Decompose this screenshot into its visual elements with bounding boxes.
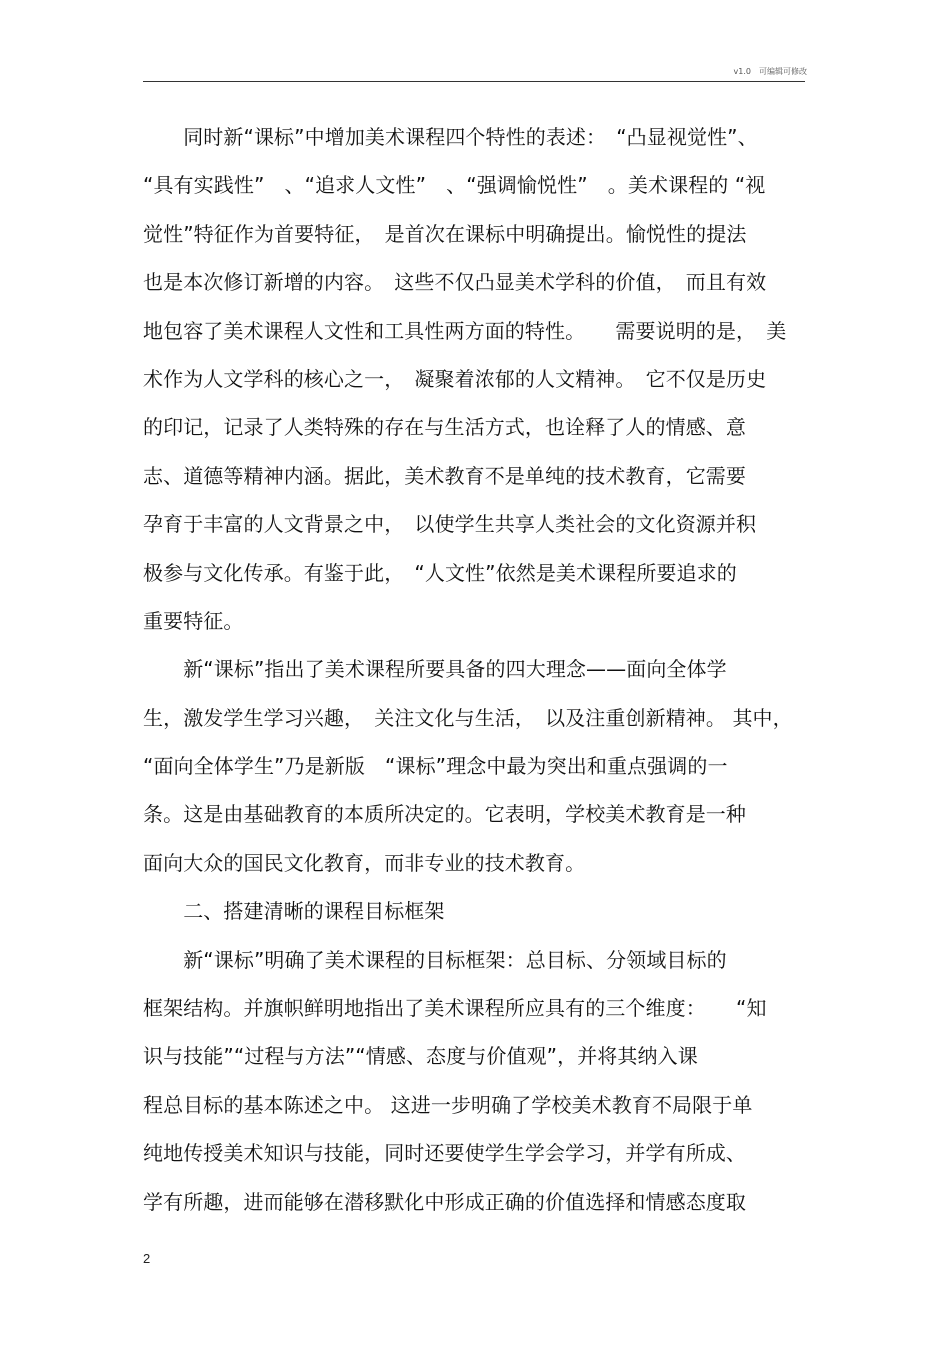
paragraph-line: 新“课标”指出了美术课程所要具备的四大理念——面向全体学	[143, 657, 727, 682]
paragraph-line: 框架结构。并旗帜鲜明地指出了美术课程所应具有的三个维度： “知	[143, 996, 767, 1021]
paragraph-line: 觉性”特征作为首要特征， 是首次在课标中明确提出。愉悦性的提法	[143, 221, 747, 246]
page-number: 2	[143, 1251, 151, 1266]
paragraph-line: 地包容了美术课程人文性和工具性两方面的特性。 需要说明的是， 美	[143, 318, 787, 343]
paragraph-line: 同时新“课标”中增加美术课程四个特性的表述： “凸显视觉性”、	[143, 125, 758, 149]
document-body	[143, 113, 823, 1226]
paragraph-line: 重要特征。	[143, 608, 244, 633]
paragraph-line: 极参与文化传承。有鉴于此， “人文性”依然是美术课程所要追求的	[143, 560, 737, 585]
paragraph-line: 孕育于丰富的人文背景之中， 以使学生共享人类社会的文化资源并积	[143, 512, 757, 537]
paragraph-line: “面向全体学生”乃是新版 “课标”理念中最为突出和重点强调的一	[143, 754, 728, 779]
header-version-label: v1.0 可编辑可修改	[733, 67, 807, 76]
paragraph-line: 志、道德等精神内涵。据此，美术教育不是单纯的技术教育，它需要	[143, 463, 746, 488]
paragraph-line: 程总目标的基本陈述之中。 这进一步明确了学校美术教育不局限于单	[143, 1092, 753, 1117]
paragraph-line: 面向大众的国民文化教育，而非专业的技术教育。	[143, 850, 586, 875]
paragraph-line: 的印记，记录了人类特殊的存在与生活方式，也诠释了人的情感、意	[143, 415, 746, 440]
section-heading: 二、搭建清晰的课程目标框架	[143, 899, 445, 924]
paragraph-line: “具有实践性” 、“追求人文性” 、“强调愉悦性” 。美术课程的 “视	[143, 173, 766, 198]
paragraph-line: 纯地传授美术知识与技能，同时还要使学生学会学习，并学有所成、	[143, 1141, 746, 1166]
header-divider	[143, 81, 805, 82]
paragraph-line: 学有所趣，进而能够在潜移默化中形成正确的价值选择和情感态度取	[143, 1189, 746, 1214]
paragraph-line: 新“课标”明确了美术课程的目标框架：总目标、分领域目标的	[143, 947, 727, 972]
paragraph-line: 也是本次修订新增的内容。 这些不仅凸显美术学科的价值， 而且有效	[143, 270, 767, 295]
paragraph-line: 识与技能”“过程与方法”“情感、态度与价值观”，并将其纳入课	[143, 1044, 698, 1069]
paragraph-line: 术作为人文学科的核心之一， 凝聚着浓郁的人文精神。 它不仅是历史	[143, 366, 767, 391]
paragraph-line: 条。这是由基础教育的本质所决定的。它表明，学校美术教育是一种	[143, 802, 746, 827]
paragraph-line: 生，激发学生学习兴趣， 关注文化与生活， 以及注重创新精神。 其中，	[143, 705, 793, 730]
